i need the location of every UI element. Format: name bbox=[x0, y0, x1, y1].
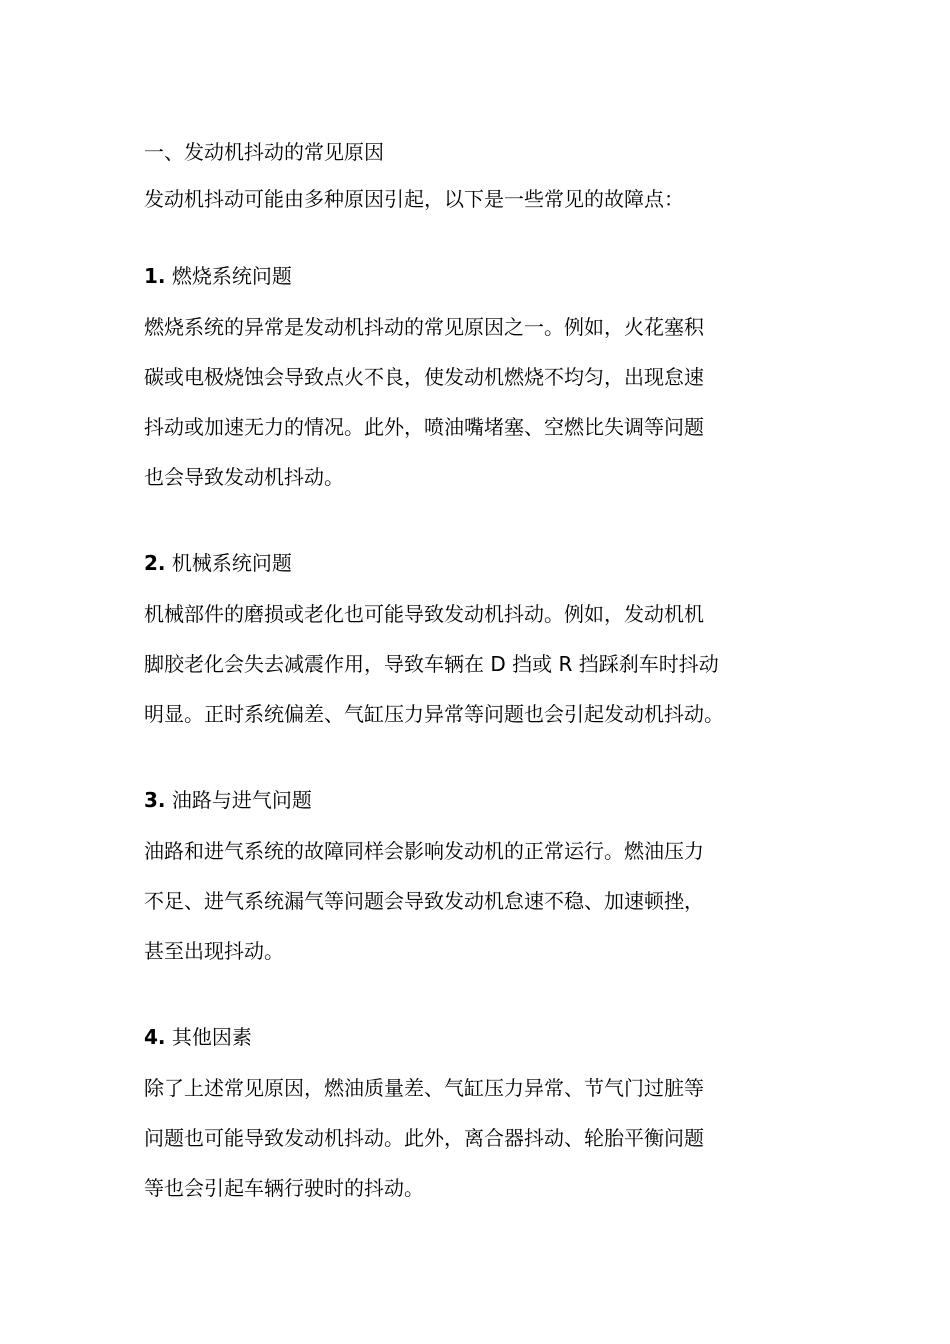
section-heading bbox=[144, 547, 824, 579]
section-body: 除了上述常见原因，燃油质量差、气缸压力异常、节气门过脏等 问题也可能导致发动机抖动。此外，离合器抖动、轮胎平衡问题 等也会引起车辆行驶时的抖动。 bbox=[144, 1076, 704, 1200]
section-body: 油路和进气系统的故障同样会影响发动机的正常运行。燃油压力 不足、进气系统漏气等问题会导致发动机怠速不稳、加速顿挫， 甚至出现抖动。 bbox=[144, 839, 704, 963]
section-number: 3. bbox=[144, 788, 166, 812]
section-number: 2. bbox=[144, 551, 166, 575]
section-body: 机械部件的磨损或老化也可能导致发动机抖动。例如，发动机机 脚胶老化会失去减震作用，导致车辆在 D 挡或 R 挡踩刹车时抖动 明显。正时系统偏差、气缸压力异常等问题也会引起发动机抖动。 bbox=[144, 602, 724, 726]
section-body: 燃烧系统的异常是发动机抖动的常见原因之一。例如，火花塞积 碳或电极烧蚀会导致点火不良，使发动机燃烧不均匀，出现怠速 抖动或加速无力的情况。此外，喷油嘴堵塞、空燃比失调等问题 也会导致发动机抖动。 bbox=[144, 315, 704, 489]
section-title: 机械系统问题 bbox=[165, 551, 292, 575]
section-heading bbox=[144, 260, 824, 292]
section-other bbox=[144, 1021, 824, 1213]
section-title: 油路与进气问题 bbox=[165, 788, 312, 812]
document-title: 一、发动机抖动的常见原因 bbox=[144, 140, 384, 164]
section-fuel-intake bbox=[144, 784, 824, 976]
section-mechanical bbox=[144, 547, 824, 739]
section-title: 其他因素 bbox=[165, 1025, 252, 1049]
document-content bbox=[144, 136, 824, 1213]
section-heading bbox=[144, 784, 824, 816]
section-number: 4. bbox=[144, 1025, 166, 1049]
section-title: 燃烧系统问题 bbox=[165, 264, 292, 288]
section-combustion bbox=[144, 260, 824, 502]
section-heading bbox=[144, 1021, 824, 1053]
section-number: 1. bbox=[144, 264, 166, 288]
intro-paragraph: 发动机抖动可能由多种原因引起，以下是一些常见的故障点： bbox=[144, 187, 684, 211]
